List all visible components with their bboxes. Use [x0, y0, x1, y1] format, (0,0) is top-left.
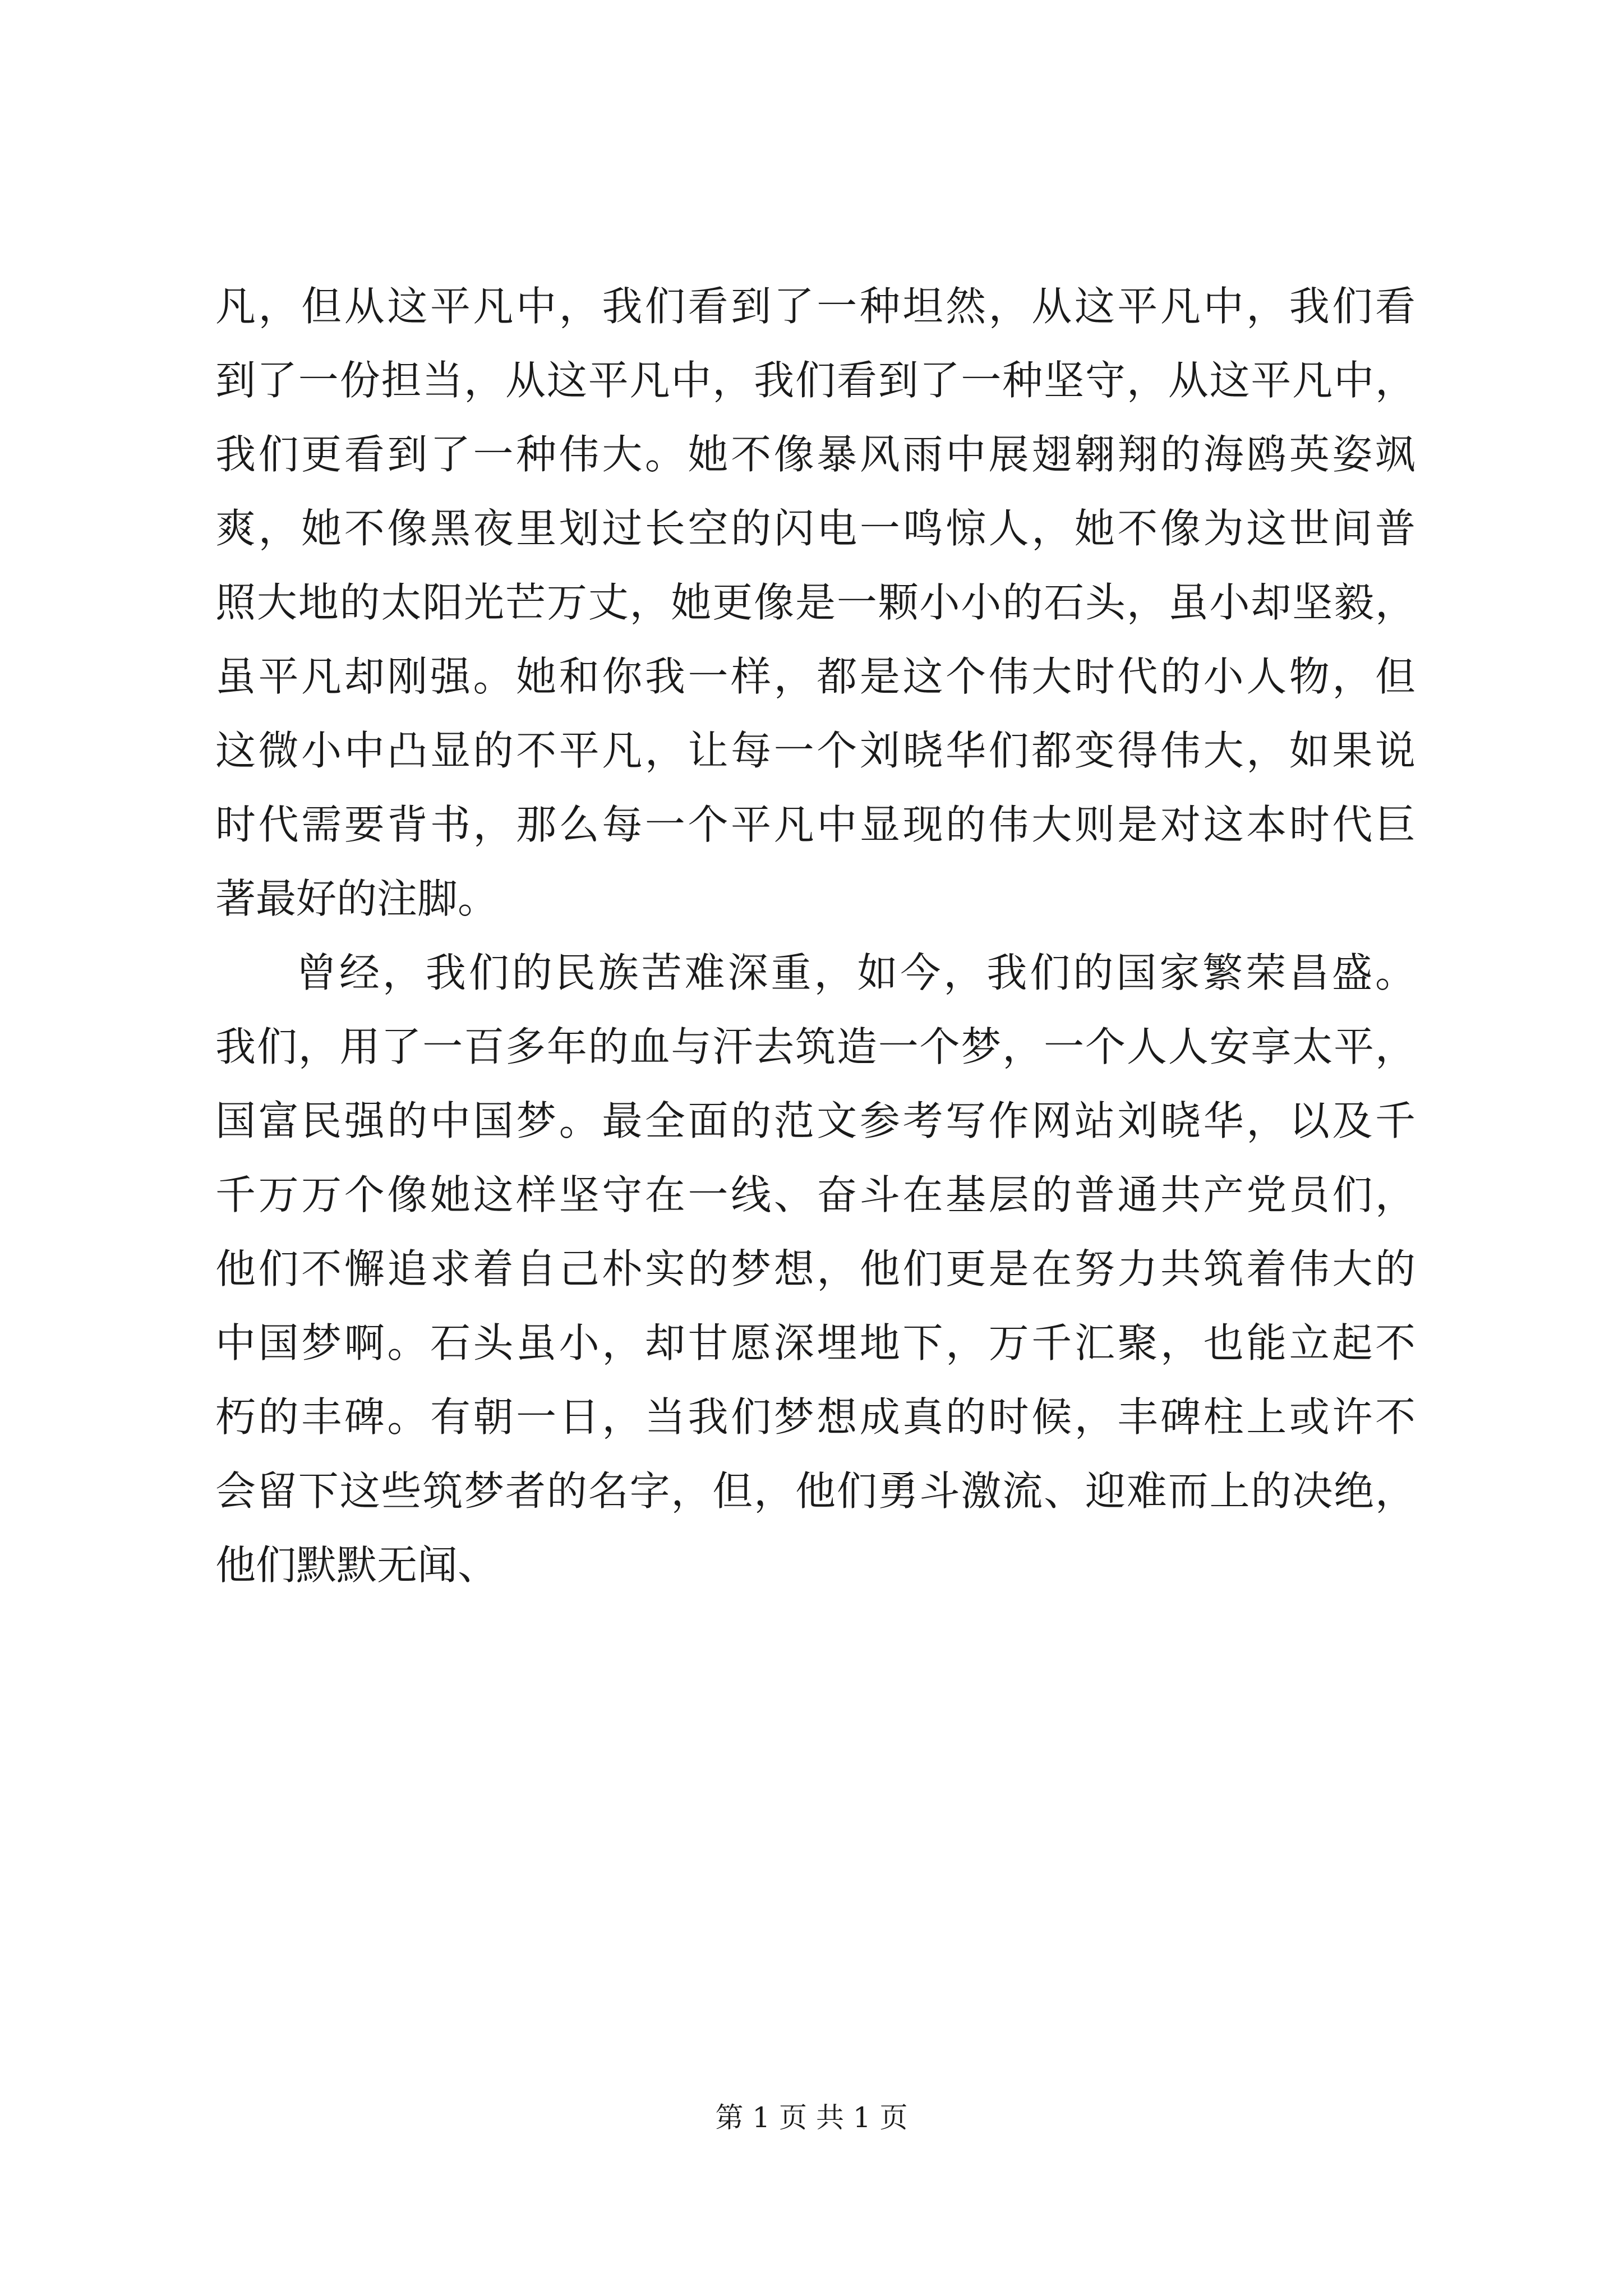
paragraph-2-line-7: 朽的丰碑。有朝一日，当我们梦想成真的时候，丰碑柱上或许不 [215, 1393, 1415, 1441]
paragraph-1-line-8: 时代需要背书，那么每一个平凡中显现的伟大则是对这本时代巨 [215, 801, 1415, 848]
paragraph-1-line-4: 爽，她不像黑夜里划过长空的闪电一鸣惊人，她不像为这世间普 [215, 505, 1415, 552]
paragraph-1-line-6: 虽平凡却刚强。她和你我一样，都是这个伟大时代的小人物，但 [215, 653, 1415, 700]
paragraph-2-line-4: 千万万个像她这样坚守在一线、奋斗在基层的普通共产党员们， [215, 1171, 1415, 1218]
document-body [215, 269, 1415, 1602]
page-number-label: 第 1 页 共 1 页 [715, 2101, 908, 2134]
paragraph-1-line-3: 我们更看到了一种伟大。她不像暴风雨中展翅翱翔的海鸥英姿飒 [215, 431, 1415, 478]
paragraph-2-line-1: 曾经，我们的民族苦难深重，如今，我们的国家繁荣昌盛。 [296, 949, 1415, 996]
paragraph-2-line-8: 会留下这些筑梦者的名字，但，他们勇斗激流、迎难而上的决绝， [215, 1467, 1415, 1515]
paragraph-2-line-5: 他们不懈追求着自己朴实的梦想，他们更是在努力共筑着伟大的 [215, 1245, 1415, 1292]
paragraph-2-line-6: 中国梦啊。石头虽小，却甘愿深埋地下，万千汇聚，也能立起不 [215, 1319, 1415, 1366]
paragraph-2-line-2: 我们，用了一百多年的血与汗去筑造一个梦，一个人人安享太平， [215, 1023, 1415, 1070]
paragraph-1-line-9: 著最好的注脚。 [215, 875, 499, 922]
paragraph-1-line-5: 照大地的太阳光芒万丈，她更像是一颗小小的石头，虽小却坚毅， [215, 579, 1415, 626]
paragraph-1-line-2: 到了一份担当，从这平凡中，我们看到了一种坚守，从这平凡中， [215, 357, 1415, 404]
page-footer [0, 2101, 1623, 2134]
paragraph-2-line-9: 他们默默无闻、 [215, 1542, 499, 1589]
paragraph-1-line-1: 凡，但从这平凡中，我们看到了一种坦然，从这平凡中，我们看 [215, 283, 1415, 330]
paragraph-2-line-3: 国富民强的中国梦。最全面的范文参考写作网站刘晓华，以及千 [215, 1097, 1415, 1144]
paragraph-1-line-7: 这微小中凸显的不平凡，让每一个刘晓华们都变得伟大，如果说 [215, 727, 1415, 774]
